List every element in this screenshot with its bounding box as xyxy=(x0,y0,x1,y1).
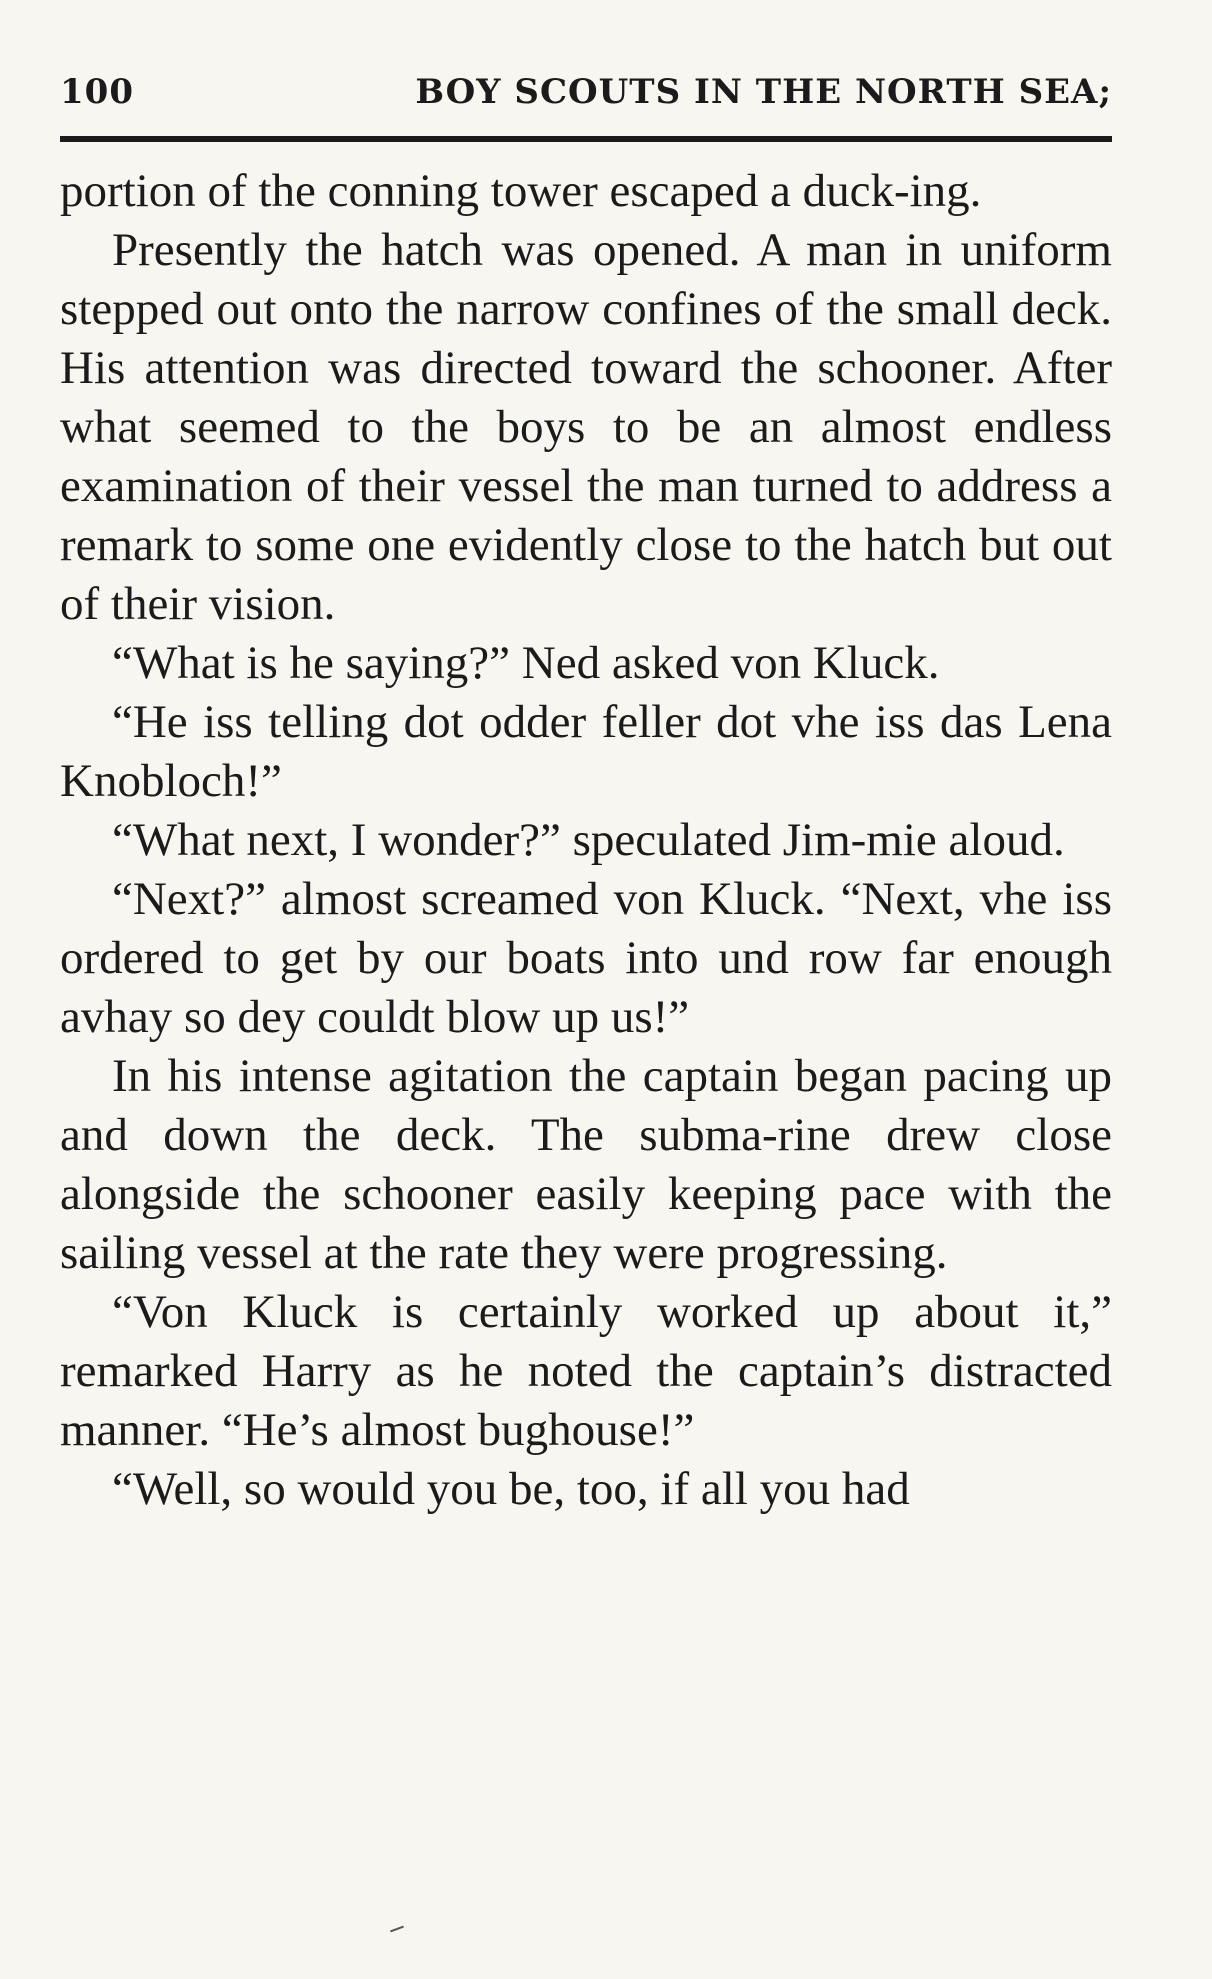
paragraph: In his intense agitation the captain began pacing up and down the deck. The subma-rine drew close alongside the schooner easily keeping pace with the sailing vessel at the rate they were progressing. xyxy=(60,1050,1112,1279)
paragraph: “Von Kluck is certainly worked up about it,” remarked Harry as he noted the captain’s distracted manner. “He’s almost bughouse!” xyxy=(60,1286,1112,1456)
ink-mark xyxy=(390,1926,404,1933)
book-page xyxy=(60,72,1112,1519)
paragraph: “Well, so would you be, too, if all you had xyxy=(112,1463,910,1515)
paragraph: “Next?” almost screamed von Kluck. “Next, vhe iss ordered to get by our boats into und row far enough avhay so dey couldt blow up us!” xyxy=(60,873,1112,1043)
paragraph: “What is he saying?” Ned asked von Kluck. xyxy=(112,637,940,689)
body-text xyxy=(60,162,1112,1519)
running-title: BOY SCOUTS IN THE NORTH SEA; xyxy=(415,72,1112,112)
paragraph: “What next, I wonder?” speculated Jim-mie aloud. xyxy=(112,814,1065,866)
paragraph: “He iss telling dot odder feller dot vhe iss das Lena Knobloch!” xyxy=(60,696,1112,807)
header-rule xyxy=(60,136,1112,142)
paragraph: Presently the hatch was opened. A man in uniform stepped out onto the narrow confines of the small deck. His attention was directed toward the schooner. After what seemed to the boys to be an almost endless examination of their vessel the man turned to address a remark to some one evidently close to the hatch but out of their vision. xyxy=(60,224,1112,630)
running-head xyxy=(60,72,1112,132)
paragraph: portion of the conning tower escaped a duck-ing. xyxy=(60,165,982,217)
page-number: 100 xyxy=(60,72,134,112)
